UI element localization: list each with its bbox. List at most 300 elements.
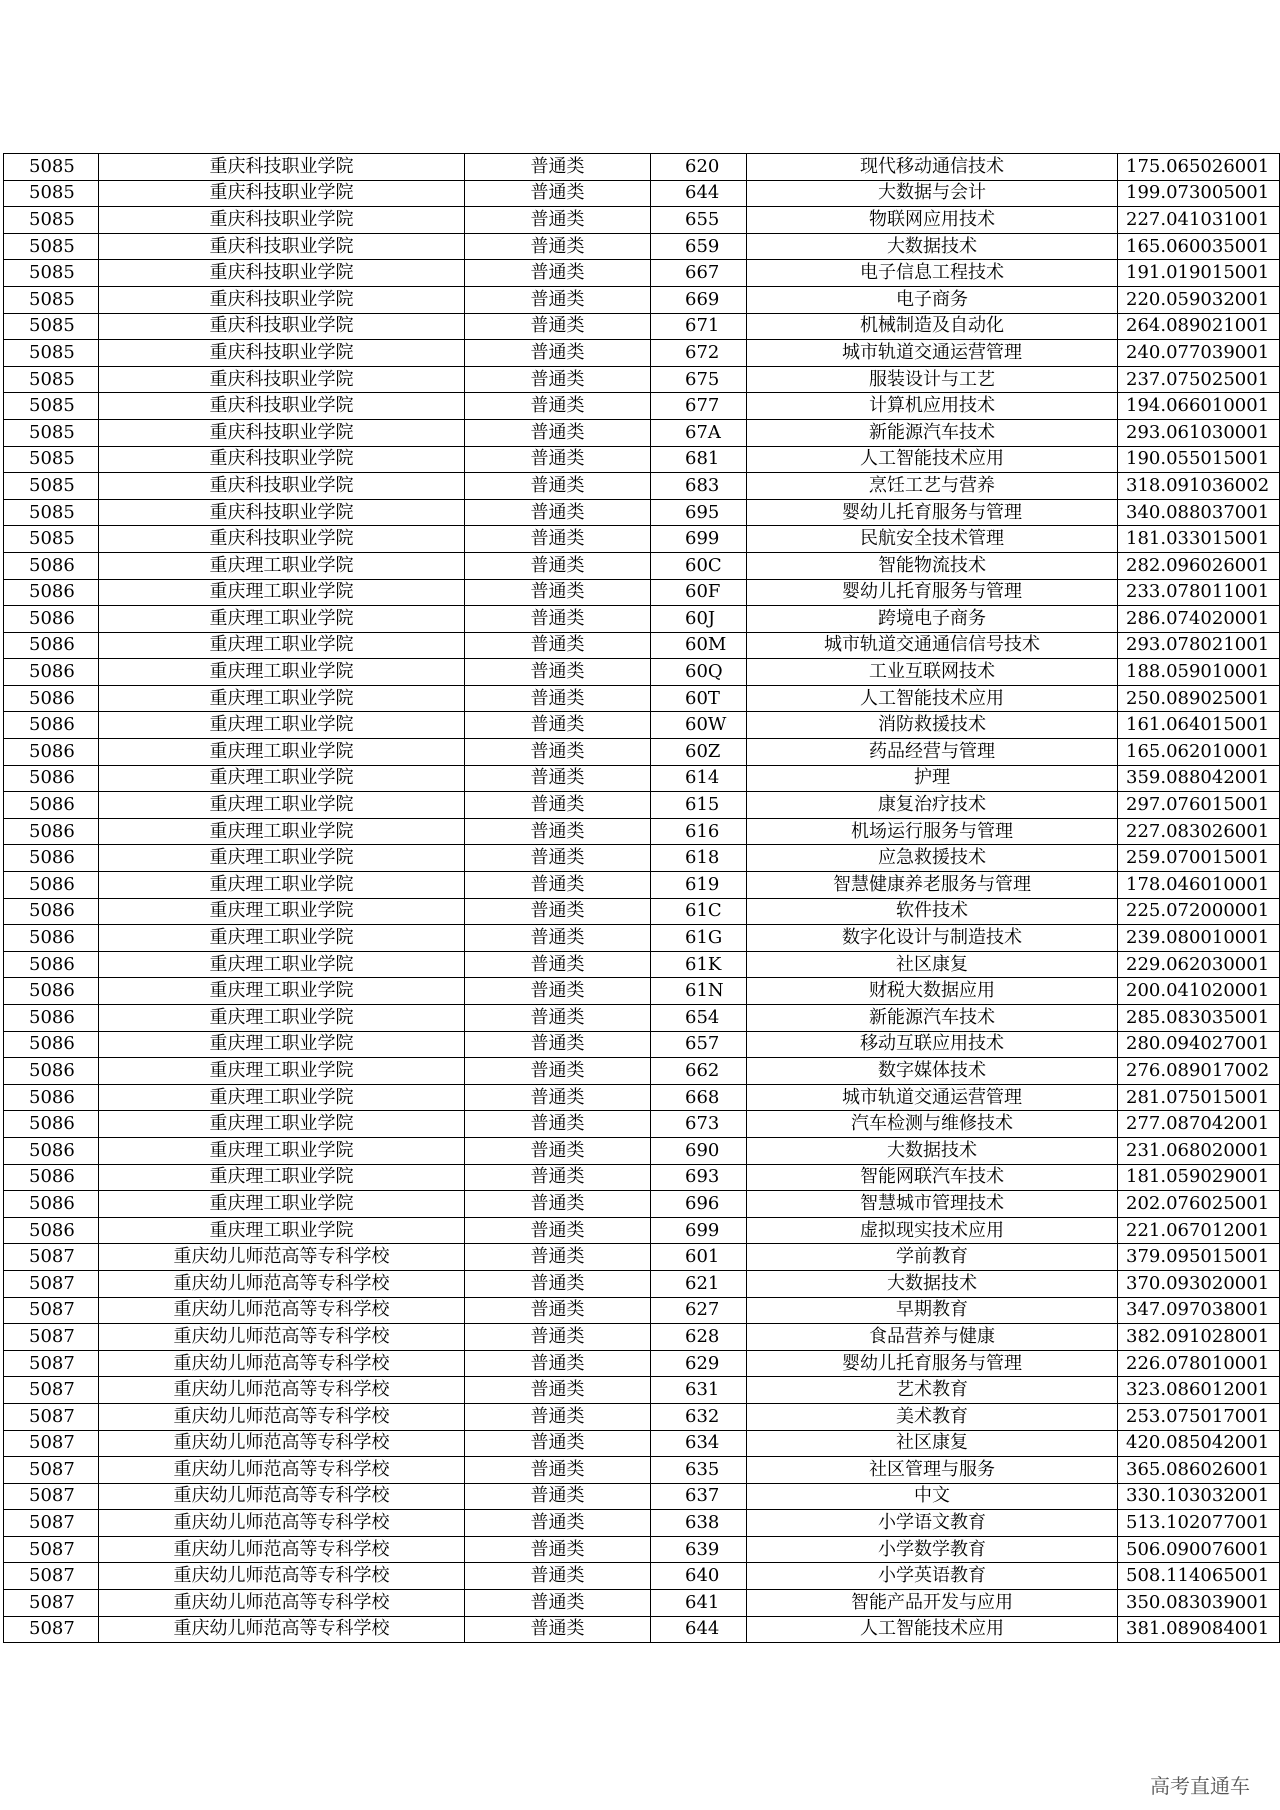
score-cell: 293.078021001 — [1118, 632, 1280, 659]
major-name-cell: 大数据与会计 — [747, 180, 1118, 207]
school-code-cell: 5086 — [4, 818, 99, 845]
score-cell: 347.097038001 — [1118, 1297, 1280, 1324]
table-row — [4, 765, 1280, 792]
category-cell: 普通类 — [465, 1137, 651, 1164]
category-cell: 普通类 — [465, 765, 651, 792]
major-name-cell: 跨境电子商务 — [747, 606, 1118, 633]
category-cell: 普通类 — [465, 925, 651, 952]
major-name-cell: 婴幼儿托育服务与管理 — [747, 499, 1118, 526]
table-row — [4, 685, 1280, 712]
major-code-cell: 644 — [651, 180, 747, 207]
school-name-cell: 重庆科技职业学院 — [99, 393, 465, 420]
score-cell: 202.076025001 — [1118, 1191, 1280, 1218]
score-cell: 382.091028001 — [1118, 1324, 1280, 1351]
score-cell: 365.086026001 — [1118, 1457, 1280, 1484]
school-code-cell: 5086 — [4, 845, 99, 872]
major-code-cell: 641 — [651, 1590, 747, 1617]
major-code-cell: 60M — [651, 632, 747, 659]
school-code-cell: 5085 — [4, 526, 99, 553]
table-row — [4, 712, 1280, 739]
table-row — [4, 1590, 1280, 1617]
table-row — [4, 1324, 1280, 1351]
score-cell: 285.083035001 — [1118, 1005, 1280, 1032]
major-code-cell: 695 — [651, 499, 747, 526]
school-name-cell: 重庆科技职业学院 — [99, 313, 465, 340]
category-cell: 普通类 — [465, 552, 651, 579]
major-name-cell: 大数据技术 — [747, 1270, 1118, 1297]
major-name-cell: 消防救援技术 — [747, 712, 1118, 739]
school-name-cell: 重庆理工职业学院 — [99, 872, 465, 899]
school-name-cell: 重庆科技职业学院 — [99, 154, 465, 181]
table-row — [4, 1270, 1280, 1297]
major-code-cell: 659 — [651, 233, 747, 260]
school-code-cell: 5085 — [4, 473, 99, 500]
table-row — [4, 1058, 1280, 1085]
table-row — [4, 180, 1280, 207]
table-row — [4, 1536, 1280, 1563]
category-cell: 普通类 — [465, 685, 651, 712]
school-name-cell: 重庆科技职业学院 — [99, 286, 465, 313]
table-row — [4, 898, 1280, 925]
school-code-cell: 5085 — [4, 180, 99, 207]
school-code-cell: 5086 — [4, 712, 99, 739]
school-code-cell: 5085 — [4, 207, 99, 234]
school-code-cell: 5086 — [4, 1217, 99, 1244]
major-code-cell: 61K — [651, 951, 747, 978]
category-cell: 普通类 — [465, 606, 651, 633]
major-code-cell: 662 — [651, 1058, 747, 1085]
school-name-cell: 重庆理工职业学院 — [99, 1164, 465, 1191]
table-row — [4, 1616, 1280, 1643]
score-cell: 161.064015001 — [1118, 712, 1280, 739]
score-cell: 282.096026001 — [1118, 552, 1280, 579]
category-cell: 普通类 — [465, 1244, 651, 1271]
major-name-cell: 机场运行服务与管理 — [747, 818, 1118, 845]
school-code-cell: 5087 — [4, 1297, 99, 1324]
score-cell: 513.102077001 — [1118, 1510, 1280, 1537]
major-code-cell: 627 — [651, 1297, 747, 1324]
category-cell: 普通类 — [465, 1616, 651, 1643]
category-cell: 普通类 — [465, 1164, 651, 1191]
school-code-cell: 5086 — [4, 632, 99, 659]
score-cell: 281.075015001 — [1118, 1084, 1280, 1111]
score-cell: 199.073005001 — [1118, 180, 1280, 207]
school-name-cell: 重庆理工职业学院 — [99, 1084, 465, 1111]
major-code-cell: 667 — [651, 260, 747, 287]
major-name-cell: 工业互联网技术 — [747, 659, 1118, 686]
score-cell: 200.041020001 — [1118, 978, 1280, 1005]
school-code-cell: 5086 — [4, 1191, 99, 1218]
school-code-cell: 5085 — [4, 340, 99, 367]
school-name-cell: 重庆幼儿师范高等专科学校 — [99, 1483, 465, 1510]
score-cell: 239.080010001 — [1118, 925, 1280, 952]
major-name-cell: 电子信息工程技术 — [747, 260, 1118, 287]
table-row — [4, 1031, 1280, 1058]
table-row — [4, 1217, 1280, 1244]
school-name-cell: 重庆理工职业学院 — [99, 579, 465, 606]
school-name-cell: 重庆科技职业学院 — [99, 419, 465, 446]
major-name-cell: 智能物流技术 — [747, 552, 1118, 579]
school-code-cell: 5086 — [4, 792, 99, 819]
major-name-cell: 食品营养与健康 — [747, 1324, 1118, 1351]
table-row — [4, 446, 1280, 473]
major-code-cell: 60Q — [651, 659, 747, 686]
table-row — [4, 951, 1280, 978]
school-code-cell: 5087 — [4, 1403, 99, 1430]
category-cell: 普通类 — [465, 1217, 651, 1244]
major-name-cell: 护理 — [747, 765, 1118, 792]
major-code-cell: 699 — [651, 526, 747, 553]
major-name-cell: 康复治疗技术 — [747, 792, 1118, 819]
major-name-cell: 早期教育 — [747, 1297, 1118, 1324]
major-code-cell: 657 — [651, 1031, 747, 1058]
major-name-cell: 移动互联应用技术 — [747, 1031, 1118, 1058]
table-row — [4, 1510, 1280, 1537]
school-name-cell: 重庆幼儿师范高等专科学校 — [99, 1297, 465, 1324]
table-row — [4, 473, 1280, 500]
category-cell: 普通类 — [465, 446, 651, 473]
school-code-cell: 5087 — [4, 1483, 99, 1510]
category-cell: 普通类 — [465, 1031, 651, 1058]
major-code-cell: 615 — [651, 792, 747, 819]
score-cell: 286.074020001 — [1118, 606, 1280, 633]
table-row — [4, 1403, 1280, 1430]
category-cell: 普通类 — [465, 1297, 651, 1324]
category-cell: 普通类 — [465, 526, 651, 553]
school-name-cell: 重庆科技职业学院 — [99, 446, 465, 473]
category-cell: 普通类 — [465, 313, 651, 340]
school-code-cell: 5085 — [4, 313, 99, 340]
school-name-cell: 重庆理工职业学院 — [99, 739, 465, 766]
school-code-cell: 5087 — [4, 1616, 99, 1643]
school-name-cell: 重庆理工职业学院 — [99, 1191, 465, 1218]
category-cell: 普通类 — [465, 845, 651, 872]
score-cell: 191.019015001 — [1118, 260, 1280, 287]
table-row — [4, 393, 1280, 420]
major-code-cell: 620 — [651, 154, 747, 181]
table-row — [4, 925, 1280, 952]
school-code-cell: 5085 — [4, 154, 99, 181]
school-name-cell: 重庆幼儿师范高等专科学校 — [99, 1403, 465, 1430]
category-cell: 普通类 — [465, 1058, 651, 1085]
school-name-cell: 重庆科技职业学院 — [99, 233, 465, 260]
major-code-cell: 696 — [651, 1191, 747, 1218]
major-code-cell: 683 — [651, 473, 747, 500]
school-code-cell: 5086 — [4, 1031, 99, 1058]
table-row — [4, 552, 1280, 579]
major-code-cell: 60F — [651, 579, 747, 606]
table-row — [4, 340, 1280, 367]
category-cell: 普通类 — [465, 1457, 651, 1484]
school-name-cell: 重庆理工职业学院 — [99, 685, 465, 712]
major-name-cell: 电子商务 — [747, 286, 1118, 313]
category-cell: 普通类 — [465, 260, 651, 287]
school-code-cell: 5086 — [4, 925, 99, 952]
school-code-cell: 5086 — [4, 951, 99, 978]
score-cell: 318.091036002 — [1118, 473, 1280, 500]
category-cell: 普通类 — [465, 1111, 651, 1138]
school-name-cell: 重庆理工职业学院 — [99, 1058, 465, 1085]
category-cell: 普通类 — [465, 180, 651, 207]
table-row — [4, 233, 1280, 260]
major-code-cell: 67A — [651, 419, 747, 446]
score-cell: 340.088037001 — [1118, 499, 1280, 526]
table-row — [4, 1430, 1280, 1457]
major-code-cell: 638 — [651, 1510, 747, 1537]
major-name-cell: 小学语文教育 — [747, 1510, 1118, 1537]
major-name-cell: 社区康复 — [747, 1430, 1118, 1457]
major-name-cell: 社区管理与服务 — [747, 1457, 1118, 1484]
table-row — [4, 207, 1280, 234]
major-code-cell: 61C — [651, 898, 747, 925]
school-code-cell: 5085 — [4, 446, 99, 473]
score-cell: 506.090076001 — [1118, 1536, 1280, 1563]
school-name-cell: 重庆幼儿师范高等专科学校 — [99, 1430, 465, 1457]
watermark-text: 高考直通车 — [1150, 1774, 1250, 1798]
major-code-cell: 644 — [651, 1616, 747, 1643]
category-cell: 普通类 — [465, 154, 651, 181]
category-cell: 普通类 — [465, 1510, 651, 1537]
category-cell: 普通类 — [465, 1377, 651, 1404]
school-name-cell: 重庆理工职业学院 — [99, 1111, 465, 1138]
major-name-cell: 大数据技术 — [747, 233, 1118, 260]
score-cell: 330.103032001 — [1118, 1483, 1280, 1510]
school-code-cell: 5087 — [4, 1536, 99, 1563]
major-name-cell: 社区康复 — [747, 951, 1118, 978]
major-code-cell: 61G — [651, 925, 747, 952]
major-name-cell: 现代移动通信技术 — [747, 154, 1118, 181]
category-cell: 普通类 — [465, 1563, 651, 1590]
score-cell: 225.072000001 — [1118, 898, 1280, 925]
school-name-cell: 重庆幼儿师范高等专科学校 — [99, 1457, 465, 1484]
score-cell: 370.093020001 — [1118, 1270, 1280, 1297]
school-code-cell: 5085 — [4, 286, 99, 313]
category-cell: 普通类 — [465, 792, 651, 819]
category-cell: 普通类 — [465, 499, 651, 526]
school-name-cell: 重庆理工职业学院 — [99, 1005, 465, 1032]
school-name-cell: 重庆理工职业学院 — [99, 552, 465, 579]
table-row — [4, 526, 1280, 553]
score-cell: 350.083039001 — [1118, 1590, 1280, 1617]
major-code-cell: 693 — [651, 1164, 747, 1191]
score-cell: 381.089084001 — [1118, 1616, 1280, 1643]
table-row — [4, 1084, 1280, 1111]
school-code-cell: 5086 — [4, 978, 99, 1005]
table-row — [4, 606, 1280, 633]
table-row — [4, 1005, 1280, 1032]
table-row — [4, 872, 1280, 899]
score-cell: 190.055015001 — [1118, 446, 1280, 473]
major-code-cell: 671 — [651, 313, 747, 340]
table-row — [4, 1111, 1280, 1138]
major-name-cell: 大数据技术 — [747, 1137, 1118, 1164]
school-name-cell: 重庆理工职业学院 — [99, 1217, 465, 1244]
category-cell: 普通类 — [465, 1536, 651, 1563]
score-cell: 178.046010001 — [1118, 872, 1280, 899]
major-name-cell: 民航安全技术管理 — [747, 526, 1118, 553]
major-code-cell: 690 — [651, 1137, 747, 1164]
major-name-cell: 软件技术 — [747, 898, 1118, 925]
category-cell: 普通类 — [465, 207, 651, 234]
table-row — [4, 1483, 1280, 1510]
category-cell: 普通类 — [465, 1324, 651, 1351]
major-code-cell: 621 — [651, 1270, 747, 1297]
major-code-cell: 61N — [651, 978, 747, 1005]
major-name-cell: 计算机应用技术 — [747, 393, 1118, 420]
major-name-cell: 婴幼儿托育服务与管理 — [747, 579, 1118, 606]
school-code-cell: 5086 — [4, 579, 99, 606]
school-name-cell: 重庆科技职业学院 — [99, 340, 465, 367]
category-cell: 普通类 — [465, 978, 651, 1005]
score-cell: 264.089021001 — [1118, 313, 1280, 340]
major-code-cell: 654 — [651, 1005, 747, 1032]
school-code-cell: 5086 — [4, 1164, 99, 1191]
school-name-cell: 重庆理工职业学院 — [99, 1031, 465, 1058]
score-cell: 359.088042001 — [1118, 765, 1280, 792]
score-cell: 181.033015001 — [1118, 526, 1280, 553]
school-code-cell: 5087 — [4, 1270, 99, 1297]
school-code-cell: 5085 — [4, 499, 99, 526]
major-code-cell: 640 — [651, 1563, 747, 1590]
major-code-cell: 60C — [651, 552, 747, 579]
score-cell: 293.061030001 — [1118, 419, 1280, 446]
table-row — [4, 313, 1280, 340]
major-code-cell: 60Z — [651, 739, 747, 766]
school-code-cell: 5087 — [4, 1590, 99, 1617]
school-name-cell: 重庆幼儿师范高等专科学校 — [99, 1270, 465, 1297]
school-code-cell: 5086 — [4, 898, 99, 925]
major-name-cell: 婴幼儿托育服务与管理 — [747, 1350, 1118, 1377]
school-name-cell: 重庆理工职业学院 — [99, 659, 465, 686]
table-row — [4, 366, 1280, 393]
table-row — [4, 154, 1280, 181]
major-code-cell: 614 — [651, 765, 747, 792]
table-row — [4, 286, 1280, 313]
school-name-cell: 重庆理工职业学院 — [99, 845, 465, 872]
school-code-cell: 5085 — [4, 419, 99, 446]
table-row — [4, 1350, 1280, 1377]
school-name-cell: 重庆幼儿师范高等专科学校 — [99, 1350, 465, 1377]
score-cell: 420.085042001 — [1118, 1430, 1280, 1457]
category-cell: 普通类 — [465, 659, 651, 686]
score-cell: 226.078010001 — [1118, 1350, 1280, 1377]
major-name-cell: 智慧健康养老服务与管理 — [747, 872, 1118, 899]
school-name-cell: 重庆科技职业学院 — [99, 366, 465, 393]
score-cell: 188.059010001 — [1118, 659, 1280, 686]
category-cell: 普通类 — [465, 898, 651, 925]
major-name-cell: 小学数学教育 — [747, 1536, 1118, 1563]
major-name-cell: 烹饪工艺与营养 — [747, 473, 1118, 500]
score-cell: 323.086012001 — [1118, 1377, 1280, 1404]
category-cell: 普通类 — [465, 1403, 651, 1430]
major-name-cell: 机械制造及自动化 — [747, 313, 1118, 340]
score-cell: 165.062010001 — [1118, 739, 1280, 766]
score-cell: 237.075025001 — [1118, 366, 1280, 393]
major-code-cell: 628 — [651, 1324, 747, 1351]
category-cell: 普通类 — [465, 632, 651, 659]
school-code-cell: 5086 — [4, 1137, 99, 1164]
category-cell: 普通类 — [465, 1084, 651, 1111]
school-name-cell: 重庆科技职业学院 — [99, 207, 465, 234]
major-code-cell: 681 — [651, 446, 747, 473]
school-code-cell: 5085 — [4, 233, 99, 260]
major-code-cell: 631 — [651, 1377, 747, 1404]
major-name-cell: 智慧城市管理技术 — [747, 1191, 1118, 1218]
school-name-cell: 重庆幼儿师范高等专科学校 — [99, 1244, 465, 1271]
category-cell: 普通类 — [465, 340, 651, 367]
major-code-cell: 60W — [651, 712, 747, 739]
school-code-cell: 5086 — [4, 765, 99, 792]
major-name-cell: 财税大数据应用 — [747, 978, 1118, 1005]
score-cell: 181.059029001 — [1118, 1164, 1280, 1191]
major-code-cell: 616 — [651, 818, 747, 845]
category-cell: 普通类 — [465, 473, 651, 500]
category-cell: 普通类 — [465, 366, 651, 393]
school-name-cell: 重庆理工职业学院 — [99, 606, 465, 633]
school-code-cell: 5086 — [4, 1111, 99, 1138]
admission-table — [3, 153, 1280, 1643]
table-row — [4, 1137, 1280, 1164]
school-code-cell: 5086 — [4, 1058, 99, 1085]
score-cell: 165.060035001 — [1118, 233, 1280, 260]
school-code-cell: 5086 — [4, 1005, 99, 1032]
school-code-cell: 5087 — [4, 1563, 99, 1590]
table-row — [4, 739, 1280, 766]
school-name-cell: 重庆科技职业学院 — [99, 526, 465, 553]
major-name-cell: 新能源汽车技术 — [747, 1005, 1118, 1032]
category-cell: 普通类 — [465, 393, 651, 420]
major-code-cell: 635 — [651, 1457, 747, 1484]
major-code-cell: 673 — [651, 1111, 747, 1138]
major-name-cell: 城市轨道交通运营管理 — [747, 340, 1118, 367]
major-name-cell: 数字媒体技术 — [747, 1058, 1118, 1085]
score-cell: 508.114065001 — [1118, 1563, 1280, 1590]
school-name-cell: 重庆幼儿师范高等专科学校 — [99, 1563, 465, 1590]
category-cell: 普通类 — [465, 1483, 651, 1510]
school-name-cell: 重庆科技职业学院 — [99, 260, 465, 287]
score-cell: 253.075017001 — [1118, 1403, 1280, 1430]
major-name-cell: 服装设计与工艺 — [747, 366, 1118, 393]
major-name-cell: 人工智能技术应用 — [747, 1616, 1118, 1643]
score-cell: 231.068020001 — [1118, 1137, 1280, 1164]
category-cell: 普通类 — [465, 1350, 651, 1377]
major-name-cell: 艺术教育 — [747, 1377, 1118, 1404]
school-name-cell: 重庆理工职业学院 — [99, 898, 465, 925]
category-cell: 普通类 — [465, 286, 651, 313]
major-code-cell: 60T — [651, 685, 747, 712]
category-cell: 普通类 — [465, 872, 651, 899]
table-row — [4, 1297, 1280, 1324]
major-name-cell: 美术教育 — [747, 1403, 1118, 1430]
school-code-cell: 5087 — [4, 1244, 99, 1271]
school-code-cell: 5086 — [4, 1084, 99, 1111]
major-name-cell: 学前教育 — [747, 1244, 1118, 1271]
school-code-cell: 5085 — [4, 260, 99, 287]
major-code-cell: 655 — [651, 207, 747, 234]
school-name-cell: 重庆科技职业学院 — [99, 180, 465, 207]
major-name-cell: 城市轨道交通通信信号技术 — [747, 632, 1118, 659]
major-name-cell: 人工智能技术应用 — [747, 446, 1118, 473]
school-name-cell: 重庆幼儿师范高等专科学校 — [99, 1324, 465, 1351]
school-name-cell: 重庆理工职业学院 — [99, 818, 465, 845]
table-row — [4, 1457, 1280, 1484]
score-cell: 379.095015001 — [1118, 1244, 1280, 1271]
school-code-cell: 5087 — [4, 1430, 99, 1457]
school-name-cell: 重庆理工职业学院 — [99, 632, 465, 659]
school-name-cell: 重庆理工职业学院 — [99, 925, 465, 952]
school-name-cell: 重庆理工职业学院 — [99, 712, 465, 739]
major-code-cell: 699 — [651, 1217, 747, 1244]
